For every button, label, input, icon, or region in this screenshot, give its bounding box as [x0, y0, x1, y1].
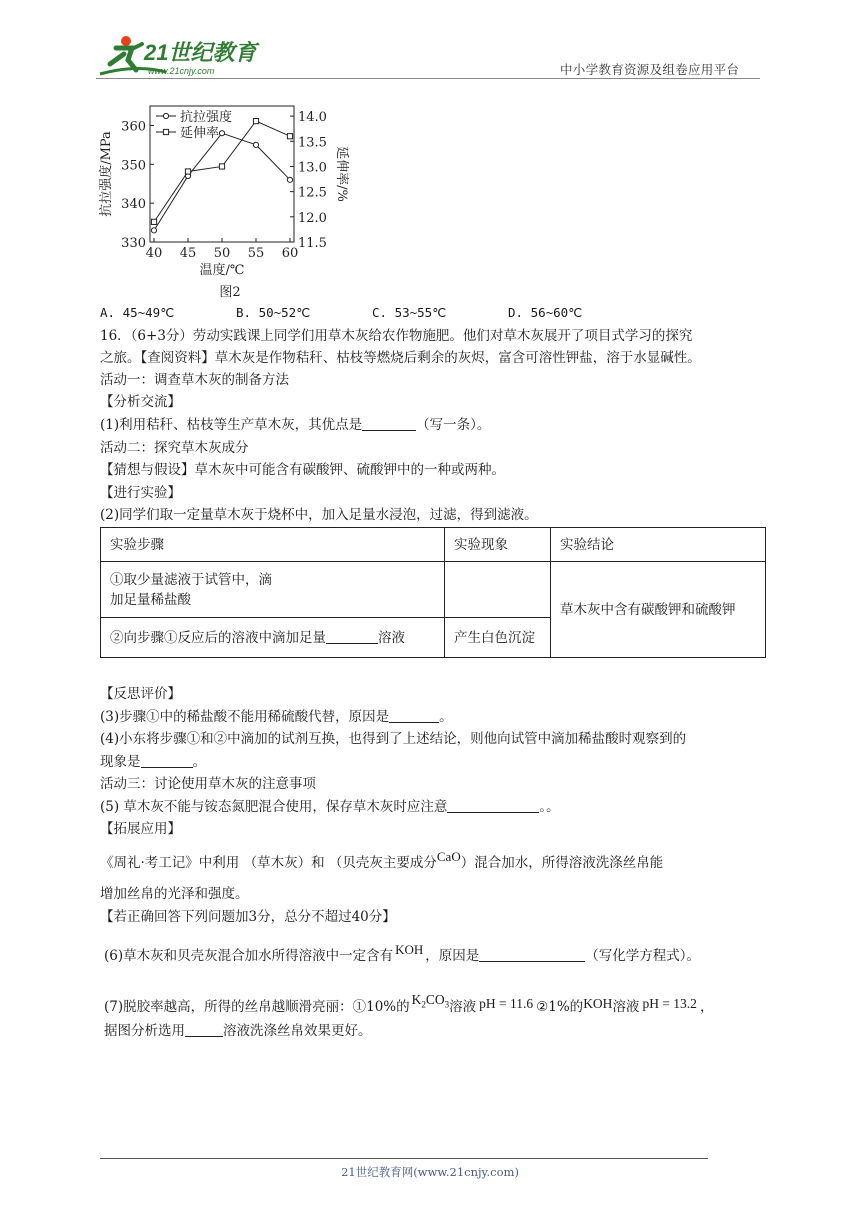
step-1-line1: ①取少量滤液于试管中，滴 — [110, 571, 272, 588]
legend-label-2: 延伸率 — [180, 126, 220, 141]
q16-part5-tail: 。。 — [539, 799, 560, 815]
y-right-tick-label: 13.0 — [298, 160, 327, 176]
q16-part7-tail: ， — [699, 999, 714, 1015]
option-a: A. 45~49℃ — [100, 305, 175, 320]
header-steps: 实验步骤 — [101, 528, 445, 562]
y-right-tick-label: 11.5 — [298, 236, 327, 251]
logo-url: www.21cnjy.com — [148, 66, 215, 76]
x-axis-label: 温度/℃ — [199, 263, 245, 278]
bonus-heading: 【若正确回答下列问题加3分，总分不超过40分】 — [100, 909, 396, 925]
step-2-text: ②向步骤①反应后的溶液中滴加足量 — [110, 629, 326, 646]
zhouli-line2: 增加丝帛的光泽和强度。 — [100, 886, 249, 902]
ph-value-2: pH = 13.2 — [642, 996, 697, 1011]
data-point-抗拉强度 — [151, 228, 156, 233]
koh-formula: KOH — [395, 942, 424, 957]
answer-blank-5[interactable] — [447, 798, 539, 813]
k-symbol: K — [411, 992, 422, 1007]
q16-part7 — [104, 992, 714, 1023]
q16-part3 — [100, 706, 453, 728]
plot-frame — [150, 106, 294, 242]
zhouli-line1 — [100, 849, 664, 874]
answer-blank-7[interactable] — [185, 1022, 223, 1037]
q16-part7-line2 — [104, 1020, 372, 1042]
data-point-延伸率 — [287, 134, 292, 139]
header-divider — [96, 78, 760, 79]
solution-label-1: 溶液 — [449, 999, 477, 1015]
q16-part6-mid: ，原因是 — [425, 948, 480, 964]
zhouli-tail: ）混合加水，所得溶液洗涤丝帛能 — [460, 855, 664, 871]
cao-formula: CaO — [436, 849, 461, 864]
koh-formula-2: KOH — [583, 996, 613, 1011]
y-right-axis-label: 延伸率/% — [334, 146, 349, 202]
zhouli-text: 《周礼·考工记》中利用 （草木灰）和 （贝壳灰主要成分 — [100, 855, 437, 871]
experiment-table — [100, 527, 766, 658]
y-left-tick-label: 360 — [121, 119, 146, 135]
x-tick-label: 55 — [247, 246, 265, 261]
y-left-tick-label: 340 — [121, 197, 146, 213]
data-point-抗拉强度 — [287, 177, 292, 182]
platform-name: 中小学教育资源及组卷应用平台 — [560, 62, 740, 77]
ph-value-1: pH = 11.6 — [479, 996, 534, 1011]
q16-part6-text: (6)草木灰和贝壳灰混合加水所得溶液中一定含有 — [104, 948, 394, 964]
q16-part5-text: (5) 草木灰不能与铵态氮肥混合使用，保存草木灰时应注意 — [100, 799, 448, 815]
answer-blank-4[interactable] — [141, 753, 193, 768]
step-2-cell — [101, 618, 445, 658]
observation-2-cell: 产生白色沉淀 — [445, 618, 551, 658]
answer-blank-3[interactable] — [389, 708, 439, 723]
conclusion-cell: 草木灰中含有碳酸钾和硫酸钾 — [551, 562, 766, 658]
q16-part4-text: 现象是 — [100, 754, 141, 770]
x-tick-label: 45 — [179, 246, 197, 261]
legend-label-1: 抗拉强度 — [180, 110, 233, 125]
dual-axis-line-chart — [96, 100, 366, 300]
q16-part4-line1: (4)小东将步骤①和②中滴加的试剂互换，也得到了上述结论，则他向试管中滴加稀盐酸时观察到的 — [100, 731, 687, 747]
data-point-延伸率 — [151, 219, 156, 224]
answer-blank-2[interactable] — [326, 629, 378, 644]
site-logo — [96, 34, 266, 80]
table-header-row — [101, 528, 766, 562]
option-b: B. 50~52℃ — [236, 305, 311, 320]
y-right-tick-label: 12.0 — [298, 210, 327, 226]
header-conclusion: 实验结论 — [551, 528, 766, 562]
q16-part6 — [104, 942, 701, 967]
footer-divider — [100, 1158, 708, 1159]
q16-part7-text: (7)脱胶率越高，所得的丝帛越顺滑亮丽：①10%的 — [104, 999, 410, 1015]
q16-part1 — [100, 414, 490, 436]
data-point-延伸率 — [219, 164, 224, 169]
activity-3: 活动三：讨论使用草木灰的注意事项 — [100, 776, 316, 792]
experiment-heading: 【进行实验】 — [100, 485, 181, 501]
solution-label-2: 溶液 — [612, 999, 640, 1015]
activity-1: 活动一：调查草木灰的制备方法 — [100, 372, 289, 388]
k2co3-formula — [411, 992, 450, 1010]
k-subscript: 2 — [421, 999, 426, 1010]
y-right-tick-label: 14.0 — [298, 110, 327, 126]
x-tick-label: 50 — [213, 246, 231, 261]
step-1-line2: 加足量稀盐酸 — [110, 591, 191, 608]
x-tick-label: 40 — [145, 246, 163, 261]
y-right-tick-label: 12.5 — [298, 185, 327, 201]
table-row — [101, 562, 766, 618]
header-observation: 实验现象 — [445, 528, 551, 562]
q16-part7-mid: ②1%的 — [536, 999, 584, 1015]
data-point-抗拉强度 — [253, 142, 258, 147]
x-tick-label: 60 — [281, 246, 299, 261]
q16-part7-line2-text: 据图分析选用 — [104, 1023, 185, 1039]
extension-heading: 【拓展应用】 — [100, 821, 181, 837]
q16-part3-text: (3)步骤①中的稀盐酸不能用稀硫酸代替，原因是 — [100, 709, 390, 725]
hypothesis: 【猜想与假设】草木灰中可能含有碳酸钾、硫酸钾中的一种或两种。 — [100, 462, 505, 478]
q16-part1-tail: （写一条）。 — [416, 417, 491, 433]
option-d: D. 56~60℃ — [508, 305, 583, 320]
legend-marker-1 — [163, 113, 168, 118]
reflection-heading: 【反思评价】 — [100, 686, 181, 702]
data-point-延伸率 — [253, 119, 258, 124]
activity-2: 活动二：探究草木灰成分 — [100, 440, 249, 456]
y-left-tick-label: 350 — [121, 158, 146, 174]
co-subscript: 3 — [444, 999, 450, 1010]
y-left-axis-label: 抗拉强度/MPa — [99, 131, 114, 217]
legend-marker-2 — [163, 129, 168, 134]
step-1-cell — [101, 562, 445, 618]
y-left-tick-label: 330 — [121, 236, 146, 251]
y-right-tick-label: 13.5 — [298, 135, 327, 151]
answer-blank-6[interactable] — [479, 947, 585, 962]
co-symbol: CO — [425, 992, 445, 1007]
figure-caption: 图2 — [219, 285, 241, 300]
data-point-抗拉强度 — [219, 131, 224, 136]
step-2-tail: 溶液 — [378, 629, 405, 646]
q16-part6-tail: （写化学方程式）。 — [585, 948, 701, 964]
series-line-1 — [154, 133, 290, 230]
q16-part3-tail: 。 — [439, 709, 453, 725]
data-point-延伸率 — [185, 169, 190, 174]
q16-part7-line2-tail: 溶液洗涤丝帛效果更好。 — [223, 1023, 372, 1039]
q16-line2: 之旅。【查阅资料】草木灰是作物秸秆、枯枝等燃烧后剩余的灰烬，富含可溶性钾盐，溶于水显碱性。 — [100, 350, 701, 366]
q16-part4-line2 — [100, 751, 206, 773]
q16-line1: 16．（6+3分）劳动实践课上同学们用草木灰给农作物施肥。他们对草木灰展开了项目式学习的探究 — [100, 328, 693, 344]
analysis-heading: 【分析交流】 — [100, 394, 181, 410]
q16-part2: (2)同学们取一定量草木灰于烧杯中，加入足量水浸泡，过滤，得到滤液。 — [100, 507, 538, 523]
q16-part4-tail: 。 — [192, 754, 206, 770]
footer-text: 21世纪教育网(www.21cnjy.com) — [341, 1165, 519, 1179]
answer-blank-1[interactable] — [362, 416, 416, 431]
option-c: C. 53~55℃ — [372, 305, 447, 320]
q16-part5 — [100, 796, 560, 818]
q16-part1-text: (1)利用秸秆、枯枝等生产草木灰，其优点是 — [100, 417, 363, 433]
observation-1-cell[interactable] — [445, 562, 551, 618]
logo-text: 21世纪教育 — [144, 40, 257, 65]
